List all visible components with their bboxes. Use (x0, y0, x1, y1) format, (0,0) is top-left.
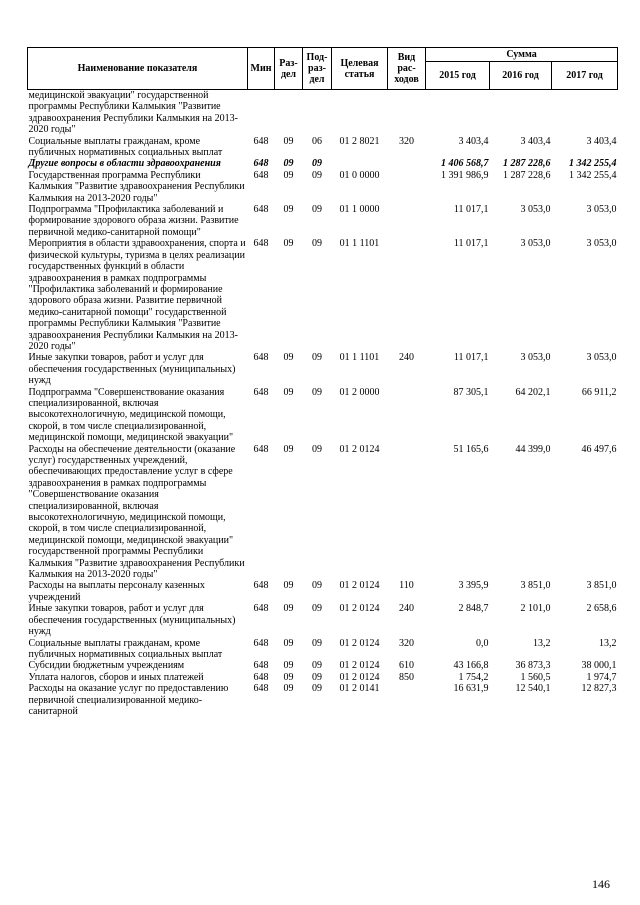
cell-expense-type (388, 204, 426, 238)
cell-ministry: 648 (253, 158, 269, 170)
cell-sum-2015: 51 165,6 (453, 443, 489, 455)
cell-section (275, 90, 303, 136)
header-razdel: Раз- дел (275, 48, 303, 90)
table-row (28, 444, 618, 581)
cell-subsection: 09 (312, 637, 322, 649)
cell-sum-2016: 12 540,1 (515, 683, 551, 695)
cell-name: Расходы на выплаты персоналу казенных учреждений (28, 580, 205, 603)
cell-sum-2016: 44 399,0 (515, 443, 551, 455)
table-row (28, 90, 618, 136)
cell-sum-2016: 3 403,4 (520, 135, 551, 147)
cell-expense-type: 240 (399, 352, 414, 364)
cell-expense-type (388, 683, 426, 717)
cell-target-article: 01 2 0124 (339, 637, 380, 649)
cell-target-article: 01 2 0124 (339, 603, 380, 615)
cell-sum-2017: 3 053,0 (586, 352, 617, 364)
cell-sum-2016: 13,2 (533, 637, 551, 649)
cell-name: Иные закупки товаров, работ и услуг для обеспечения государственных (муниципальных) нужд (28, 603, 236, 638)
cell-sum-2015 (426, 90, 490, 136)
cell-sum-2016: 1 287 228,6 (503, 169, 551, 181)
cell-subsection: 09 (312, 683, 322, 695)
header-name: Наименование показателя (28, 48, 248, 90)
table-row (28, 170, 618, 204)
cell-sum-2015: 3 395,9 (458, 580, 489, 592)
cell-section: 09 (283, 204, 294, 216)
cell-ministry: 648 (253, 352, 269, 364)
cell-subsection: 06 (312, 135, 322, 147)
cell-expense-type: 610 (399, 660, 414, 672)
cell-name: Расходы на оказание услуг по предоставлению первичной специализированной медико-санитарной (28, 683, 229, 717)
cell-target-article (332, 158, 388, 169)
cell-name: Государственная программа Республики Калмыкия "Развитие здравоохранения Республики Калмыкия на 2013-2020 годы" (28, 169, 245, 204)
header-min: Мин (248, 48, 275, 90)
cell-section: 09 (283, 158, 294, 170)
cell-name: Социальные выплаты гражданам, кроме публичных нормативных социальных выплат (28, 637, 223, 660)
cell-ministry: 648 (253, 637, 269, 649)
table-row (28, 638, 618, 661)
cell-section: 09 (283, 169, 294, 181)
cell-expense-type (388, 238, 426, 352)
cell-subsection: 09 (312, 580, 322, 592)
cell-expense-type (388, 158, 426, 169)
cell-name: Подпрограмма "Профилактика заболеваний и формирование здорового образа жизни. Развитие первичной медико-санитарной помощи" (28, 204, 239, 238)
table-row (28, 660, 618, 671)
cell-target-article (332, 90, 388, 136)
cell-expense-type (388, 444, 426, 581)
cell-sum-2017: 3 053,0 (586, 204, 617, 216)
cell-sum-2017: 3 851,0 (586, 580, 617, 592)
table-row (28, 683, 618, 717)
cell-subsection: 09 (312, 660, 322, 672)
cell-expense-type: 240 (399, 603, 414, 615)
cell-name: Иные закупки товаров, работ и услуг для обеспечения государственных (муниципальных) нужд (28, 352, 236, 387)
cell-target-article: 01 2 0124 (339, 580, 380, 592)
cell-subsection (303, 90, 332, 136)
cell-section: 09 (283, 683, 294, 695)
cell-subsection: 09 (312, 169, 322, 181)
cell-sum-2017: 3 053,0 (586, 238, 617, 250)
cell-ministry: 648 (253, 386, 269, 398)
table-row (28, 580, 618, 603)
cell-section: 09 (283, 135, 294, 147)
cell-target-article: 01 2 0124 (339, 660, 380, 672)
cell-expense-type: 320 (399, 135, 414, 147)
cell-subsection: 09 (312, 352, 322, 364)
header-year-2017: 2017 год (552, 62, 618, 90)
cell-sum-2015: 0,0 (476, 637, 489, 649)
cell-sum-2015: 11 017,1 (453, 352, 489, 364)
cell-sum-2016 (490, 90, 552, 136)
table-row (28, 158, 618, 169)
cell-section: 09 (283, 386, 294, 398)
header-sum: Сумма (426, 48, 618, 62)
cell-sum-2016: 36 873,3 (515, 660, 551, 672)
cell-name: Социальные выплаты гражданам, кроме публичных нормативных социальных выплат (28, 135, 223, 159)
cell-sum-2016: 3 053,0 (520, 204, 551, 216)
cell-sum-2015: 16 631,9 (453, 683, 489, 695)
budget-table (27, 47, 618, 717)
table-row (28, 672, 618, 683)
table-row (28, 352, 618, 386)
table-row (28, 238, 618, 352)
cell-sum-2016: 1 287 228,6 (503, 158, 551, 170)
cell-sum-2015: 11 017,1 (453, 204, 489, 216)
cell-sum-2017: 46 497,6 (581, 443, 617, 455)
cell-target-article: 01 1 0000 (339, 204, 380, 216)
cell-section: 09 (283, 443, 294, 455)
cell-subsection: 09 (312, 158, 322, 170)
cell-expense-type: 320 (399, 637, 414, 649)
cell-name: Мероприятия в области здравоохранения, спорта и физической культуры, туризма в целях реализации государственных функций в области здравоохранения в рамках подпрограммы "Профилактика заболеваний и формирование здорового образа жизни. Развитие первичной медико-санитарной помощи" государственной программы Республики Калмыкия "Развитие здравоохранения Республики Калмыкия на 2013-2020 годы" (28, 238, 246, 352)
cell-subsection: 09 (312, 238, 322, 250)
table-row (28, 603, 618, 637)
cell-sum-2017: 12 827,3 (581, 683, 617, 695)
cell-sum-2017: 1 342 255,4 (569, 158, 617, 170)
cell-sum-2015: 1 406 568,7 (441, 158, 489, 170)
cell-sum-2017: 1 974,7 (586, 671, 617, 683)
cell-sum-2015: 3 403,4 (458, 135, 489, 147)
cell-section: 09 (283, 580, 294, 592)
cell-sum-2017: 13,2 (599, 637, 617, 649)
cell-ministry: 648 (253, 603, 269, 615)
cell-ministry: 648 (253, 169, 269, 181)
cell-sum-2017: 66 911,2 (581, 386, 617, 398)
cell-sum-2016: 3 851,0 (520, 580, 551, 592)
cell-target-article: 01 2 0124 (339, 671, 380, 683)
cell-ministry (248, 90, 275, 136)
cell-sum-2016: 3 053,0 (520, 352, 551, 364)
cell-subsection: 09 (312, 204, 322, 216)
table-body (28, 90, 618, 718)
cell-expense-type: 110 (399, 580, 414, 592)
cell-ministry: 648 (253, 443, 269, 455)
cell-ministry: 648 (253, 135, 269, 147)
cell-target-article: 01 2 8021 (339, 135, 380, 147)
cell-sum-2016: 1 560,5 (520, 671, 551, 683)
cell-sum-2017: 1 342 255,4 (569, 169, 617, 181)
cell-sum-2017: 3 403,4 (586, 135, 617, 147)
cell-section: 09 (283, 352, 294, 364)
cell-sum-2015: 11 017,1 (453, 238, 489, 250)
cell-sum-2015: 43 166,8 (453, 660, 489, 672)
cell-target-article: 01 2 0124 (339, 443, 380, 455)
cell-expense-type (388, 387, 426, 444)
header-expense-type: Вид рас- ходов (388, 48, 426, 90)
cell-sum-2017: 38 000,1 (581, 660, 617, 672)
cell-expense-type (388, 90, 426, 136)
cell-sum-2017: 2 658,6 (586, 603, 617, 615)
cell-target-article: 01 2 0141 (339, 683, 380, 695)
cell-name: медицинской эвакуации" государственной программы Республики Калмыкия "Развитие здравоохранения Республики Калмыкия на 2013-2020 годы" (28, 90, 238, 136)
header-year-2016: 2016 год (490, 62, 552, 90)
cell-ministry: 648 (253, 238, 269, 250)
header-target-article: Целевая статья (332, 48, 388, 90)
cell-section: 09 (283, 603, 294, 615)
cell-subsection: 09 (312, 386, 322, 398)
cell-sum-2015: 87 305,1 (453, 386, 489, 398)
cell-target-article: 01 1 1101 (339, 352, 380, 364)
cell-target-article: 01 2 0000 (339, 386, 380, 398)
cell-sum-2016: 64 202,1 (515, 386, 551, 398)
cell-subsection: 09 (312, 603, 322, 615)
cell-target-article: 01 0 0000 (339, 169, 380, 181)
cell-ministry: 648 (253, 204, 269, 216)
cell-expense-type: 850 (399, 671, 414, 683)
cell-sum-2015: 1 391 986,9 (441, 169, 489, 181)
table-header (28, 48, 618, 90)
cell-section: 09 (283, 671, 294, 683)
cell-sum-2016: 2 101,0 (520, 603, 551, 615)
cell-ministry: 648 (253, 683, 269, 695)
table-row (28, 204, 618, 238)
cell-ministry: 648 (253, 660, 269, 672)
cell-section: 09 (283, 660, 294, 672)
cell-section: 09 (283, 637, 294, 649)
cell-sum-2017 (552, 90, 618, 136)
cell-ministry: 648 (253, 671, 269, 683)
cell-name: Подпрограмма "Совершенствование оказания специализированной, включая высокотехнологичную, медицинской помощи, скорой, в том числе специализированной, медицинской помощи, медицинской эвакуации" (28, 386, 234, 444)
page-number: 146 (592, 877, 610, 891)
cell-section: 09 (283, 238, 294, 250)
header-podrazdel: Под- раз- дел (303, 48, 332, 90)
cell-subsection: 09 (312, 443, 322, 455)
cell-name: Субсидии бюджетным учреждениям (28, 660, 185, 672)
cell-sum-2015: 1 754,2 (458, 671, 489, 683)
cell-subsection: 09 (312, 671, 322, 683)
cell-name: Уплата налогов, сборов и иных платежей (28, 671, 204, 683)
cell-expense-type (388, 170, 426, 204)
cell-name: Расходы на обеспечение деятельности (оказание услуг) государственных учреждений, обеспечивающих предоставление услуг в сфере здравоохранения в рамках подпрограммы "Совершенствование оказания специализированной, включая высокотехнологичную, медицинской помощи, скорой, в том числе специализированной, медицинской помощи, медицинской эвакуации" государственной программы Республики Калмыкия "Развитие здравоохранения Республики Калмыкия на 2013-2020 годы" (28, 443, 245, 581)
cell-sum-2015: 2 848,7 (458, 603, 489, 615)
cell-sum-2016: 3 053,0 (520, 238, 551, 250)
cell-ministry: 648 (253, 580, 269, 592)
cell-target-article: 01 1 1101 (339, 238, 380, 250)
table-row (28, 136, 618, 159)
cell-name: Другие вопросы в области здравоохранения (28, 158, 221, 170)
header-year-2015: 2015 год (426, 62, 490, 90)
table-row (28, 387, 618, 444)
